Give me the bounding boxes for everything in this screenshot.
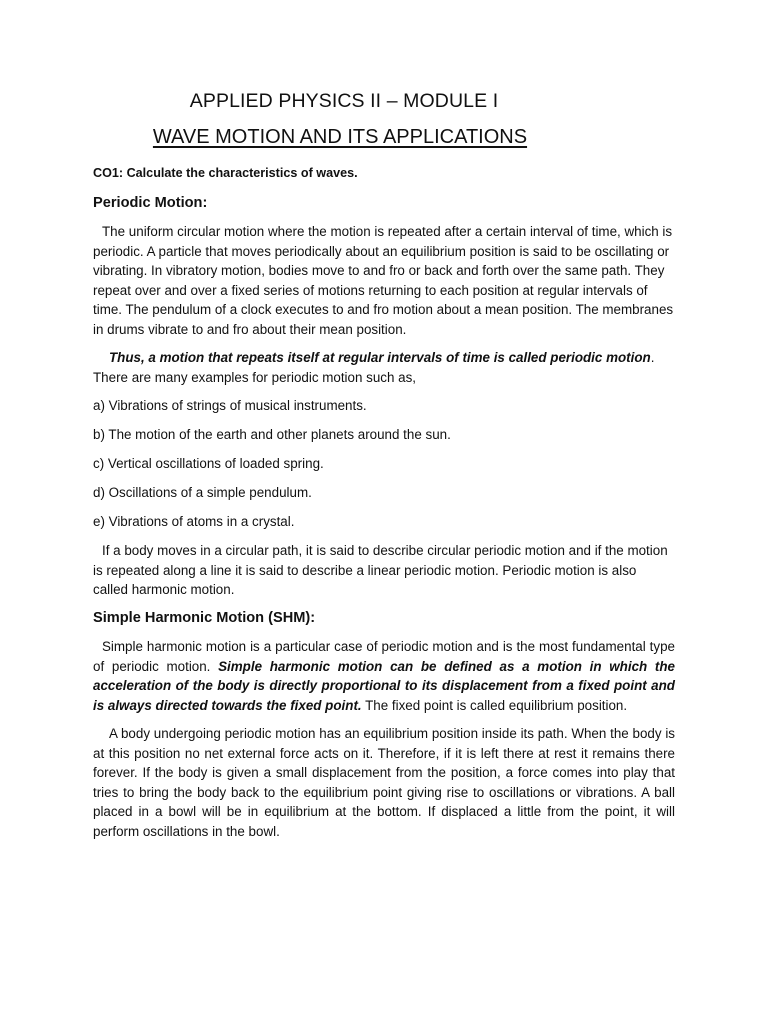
chapter-title — [0, 126, 680, 149]
shm-definition-paragraph — [93, 637, 675, 715]
example-item: b) The motion of the earth and other planets around the sun. — [93, 427, 451, 442]
example-item: d) Oscillations of a simple pendulum. — [93, 485, 312, 500]
shm-equilibrium-note: The fixed point is called equilibrium position. — [361, 697, 628, 713]
module-title: APPLIED PHYSICS II – MODULE I — [189, 90, 499, 112]
example-item: e) Vibrations of atoms in a crystal. — [93, 514, 295, 529]
shm-intro: Simple harmonic motion is a particular case of periodic motion and is the most fundamental type of periodic motion. — [93, 639, 675, 674]
example-item: c) Vertical oscillations of loaded spring. — [93, 456, 324, 471]
example-item: a) Vibrations of strings of musical instruments. — [93, 398, 367, 413]
periodic-motion-definition-tail: . There are many examples for periodic motion such as, — [93, 350, 655, 385]
periodic-motion-definition-paragraph — [93, 348, 675, 387]
shm-definition: Simple harmonic motion can be defined as a motion in which the acceleration of the body is directly proportional to its displacement from a fixed point and is always directed towards the fixed point. — [93, 658, 675, 713]
shm-heading: Simple Harmonic Motion (SHM): — [93, 609, 316, 626]
chapter-title-text: WAVE MOTION AND ITS APPLICATIONS — [152, 126, 528, 148]
course-outcome: CO1: Calculate the characteristics of waves. — [93, 166, 358, 180]
periodic-motion-definition: Thus, a motion that repeats itself at regular intervals of time is called periodic motion — [109, 350, 651, 365]
periodic-motion-heading: Periodic Motion: — [93, 194, 208, 211]
periodic-motion-paragraph: The uniform circular motion where the motion is repeated after a certain interval of time, which is periodic. A particle that moves periodically about an equilibrium position is said to be oscillating or vibrating. In vibratory motion, bodies move to and fro or back and forth over the same path. They repeat over and over a fixed series of motions returning to each position at regular intervals of time. The pendulum of a clock executes to and fro motion about a mean position. The membranes in drums vibrate to and fro about their mean position. — [93, 224, 674, 337]
document-body — [93, 164, 675, 850]
equilibrium-paragraph: A body undergoing periodic motion has an equilibrium position inside its path. When the body is at this position no net external force acts on it. Therefore, if it is left there at rest it remains there forever. If the body is given a small displacement from the position, a force comes into play that tries to bring the body back to the equilibrium point giving rise to oscillations or vibrations. A ball placed in a bowl will be in equilibrium at the bottom. If displaced a little from the point, it will perform oscillations in the bowl. — [93, 726, 675, 839]
harmonic-motion-paragraph: If a body moves in a circular path, it is said to describe circular periodic motion and if the motion is repeated along a line it is said to describe a linear periodic motion. Periodic motion is also called harmonic motion. — [93, 543, 668, 597]
